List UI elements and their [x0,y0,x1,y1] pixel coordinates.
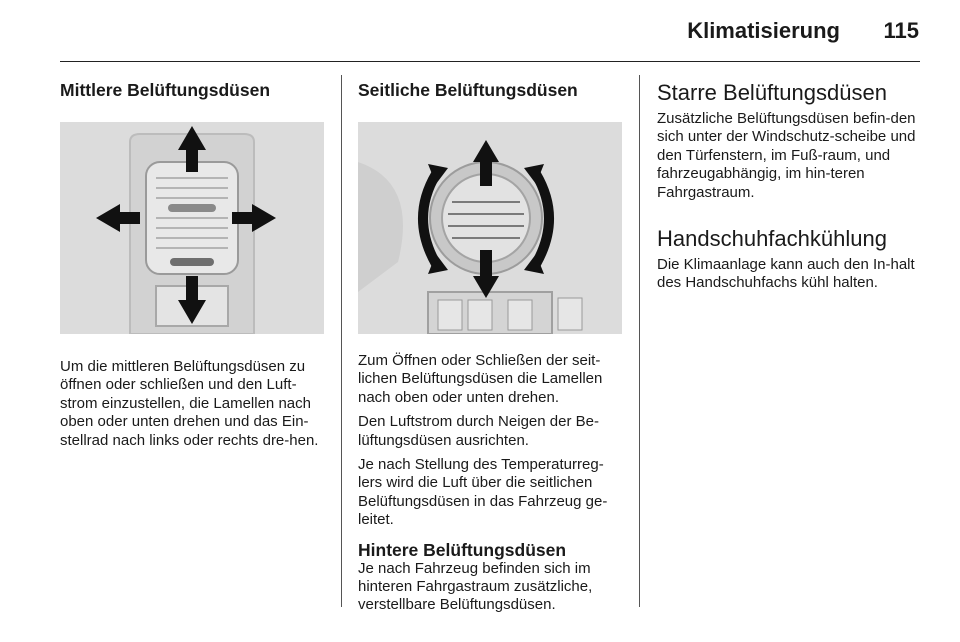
paragraph-rear-vents: Je nach Fahrzeug befinden sich im hinteren Fahrgastraum zusätzliche, verstellbare Belüftungsdüsen. [358,559,593,614]
section-heading-fixed-vents: Starre Belüftungsdüsen [657,80,887,105]
section-heading-glovebox-cooling: Handschuhfachkühlung [657,226,887,252]
column-fixed-vents [657,80,921,293]
figure-side-vent [358,122,622,334]
column-side-vents [358,80,622,615]
paragraph-side-vents-tilt: Den Luftstrom durch Neigen der Be-lüftungsdüsen ausrichten. [358,413,599,449]
page-number: 115 [883,18,919,43]
paragraph-side-vents-temperature: Je nach Stellung des Temperaturreg-lers wird die Luft über die seitlichen Belüftungsdüsen in das Fahrzeug ge-leitet. [358,456,608,529]
paragraph-central-vents: Um die mittleren Belüftungsdüsen zu öffnen oder schließen und den Luft-strom einzustellen, die Lamellen nach oben oder unten drehen und das Ein-stellrad nach links oder rechts dre-hen. [60,358,319,449]
header-rule [60,61,920,62]
paragraph-side-vents-open: Zum Öffnen oder Schließen der seit-lichen Belüftungsdüsen die Lamellen nach oben oder unten drehen. [358,352,603,406]
section-heading-central-vents: Mittlere Belüftungsdüsen [60,80,271,100]
page-header-title: Klimatisierung [687,18,840,43]
column-divider-left [341,75,342,607]
column-divider-right [639,75,640,607]
paragraph-glovebox-cooling: Die Klimaanlage kann auch den In-halt des Handschuhfachs kühl halten. [657,256,915,292]
paragraph-fixed-vents: Zusätzliche Belüftungsdüsen befin-den sich unter der Windschutz-scheibe und den Türfenstern, im Fuß-raum, und fahrzeugabhängig, im hin-teren Fahrgastraum. [657,110,916,201]
side-vent-illustration [358,122,622,334]
central-vent-illustration [60,122,324,334]
section-heading-side-vents: Seitliche Belüftungsdüsen [358,80,578,100]
column-central-vents [60,80,324,450]
section-heading-rear-vents: Hintere Belüftungsdüsen [358,539,567,560]
figure-central-vent [60,122,324,334]
